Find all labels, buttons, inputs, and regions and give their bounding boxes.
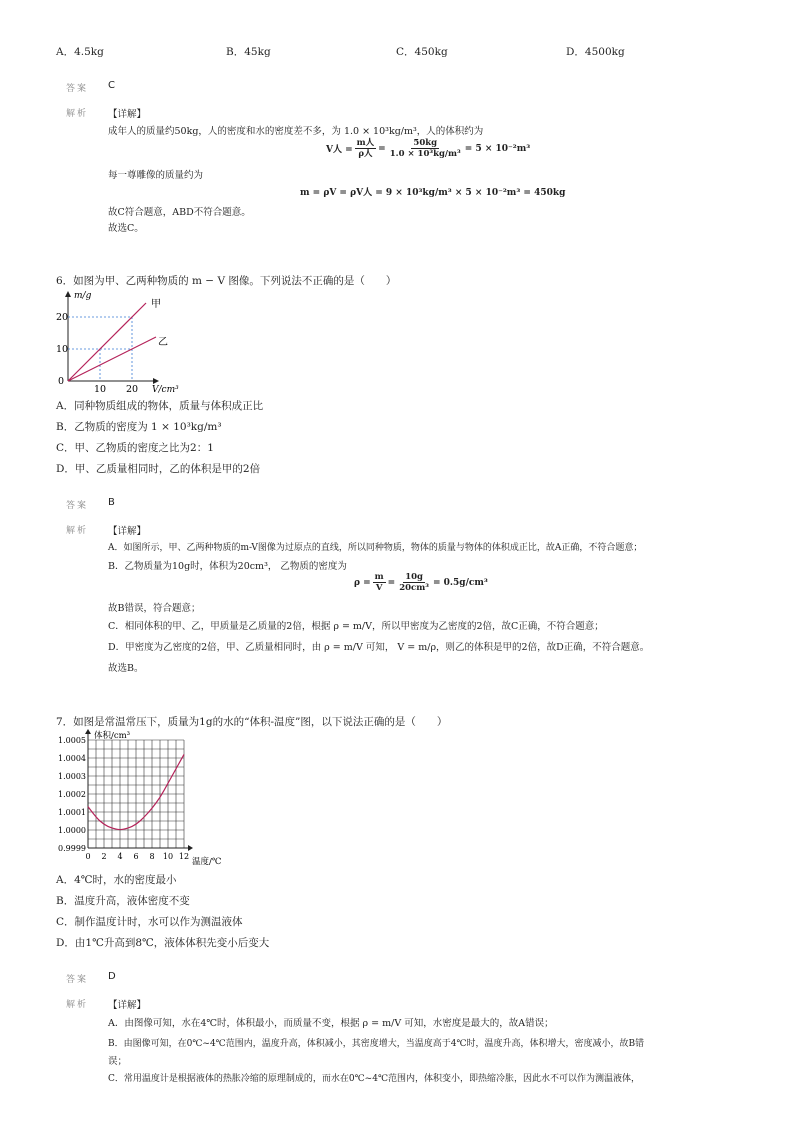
series-jia-label: 甲 xyxy=(151,299,161,310)
q7-option-c: C．制作温度计时，水可以作为测温液体 xyxy=(56,916,243,928)
q7-volume-temperature-chart xyxy=(50,728,250,870)
x-tick-label: 8 xyxy=(149,852,155,861)
y-tick-label: 1.0002 xyxy=(58,790,86,799)
q5-option-b: B．45kg xyxy=(226,46,271,58)
x-tick-label: 10 xyxy=(94,384,107,395)
series-yi-line xyxy=(68,337,156,381)
formula-fraction xyxy=(373,572,386,593)
chart-grid xyxy=(85,729,193,851)
x-tick-label: 0 xyxy=(85,852,91,861)
x-tick-label: 20 xyxy=(126,384,139,395)
q6-line-b2: 故B错误，符合题意； xyxy=(108,603,201,614)
q5-analysis-tag: 解析 xyxy=(66,109,89,119)
formula-rhs: = 0.5g/cm³ xyxy=(432,577,488,588)
fraction-den: V xyxy=(375,583,383,593)
q6-formula-b xyxy=(354,572,488,593)
formula-fraction xyxy=(397,572,431,593)
q6-option-a: A．同种物质组成的物体，质量与体积成正比 xyxy=(56,400,264,412)
x-tick-label: 6 xyxy=(133,852,139,861)
q5-option-d: D．4500kg xyxy=(566,46,625,58)
q6-mv-graph xyxy=(56,288,186,396)
formula-eq: = xyxy=(378,143,386,154)
formula-eq: = xyxy=(387,577,396,588)
x-tick-label: 4 xyxy=(117,852,123,861)
formula-fraction xyxy=(355,138,377,159)
q5-line1: 成年人的质量约50kg，人的密度和水的密度差不多，为 1.0 × 10³kg/m³，人的体积约为 xyxy=(108,126,484,137)
q6-analysis-tag: 解析 xyxy=(66,526,89,536)
chart-ticks xyxy=(58,736,189,861)
q6-answer: B xyxy=(108,497,115,508)
fraction-den: 20cm³ xyxy=(399,583,429,593)
x-axis-arrow xyxy=(188,845,193,851)
q6-stem: 6．如图为甲、乙两种物质的 m − V 图像。下列说法不正确的是（ ） xyxy=(56,275,397,287)
q5-formula1 xyxy=(326,138,530,159)
q5-option-c: C．450kg xyxy=(396,46,448,58)
fraction-num: m xyxy=(374,572,384,582)
fraction-num: 10g xyxy=(405,572,423,582)
q7-stem: 7．如图是常温常压下，质量为1g的水的“体积-温度”图，以下说法正确的是（ ） xyxy=(56,716,448,728)
y-tick-label: 1.0001 xyxy=(58,808,86,817)
x-axis-label: 温度/℃ xyxy=(192,857,222,867)
q7-answer-tag: 答案 xyxy=(66,975,89,985)
fraction-num: 50kg xyxy=(413,138,438,148)
q5-formula2: m = ρV = ρV人 = 9 × 10³kg/m³ × 5 × 10⁻²m³ = 450kg xyxy=(300,188,566,198)
series-jia-line xyxy=(68,303,146,381)
q7-line-c: C．常用温度计是根据液体的热胀冷缩的原理制成的，而水在0℃~4℃范围内，体积变小，即热缩冷胀，因此水不可以作为测温液体， xyxy=(108,1074,641,1084)
q5-line3: 故C符合题意，ABD不符合题意。 xyxy=(108,207,251,218)
formula-rhs: = 5 × 10⁻²m³ xyxy=(464,143,531,154)
q6-line-c: C．相同体积的甲、乙，甲质量是乙质量的2倍，根据 ρ = m/V，所以甲密度为乙密度的2倍，故C正确，不符合题意； xyxy=(108,621,604,632)
q7-option-d: D．由1℃升高到8℃，液体体积先变小后变大 xyxy=(56,937,270,949)
y-axis-arrow xyxy=(85,729,91,734)
y-tick-label: 1.0005 xyxy=(58,736,86,745)
y-tick-label: 10 xyxy=(56,344,69,355)
y-axis-label: 体积/cm³ xyxy=(94,731,131,741)
fraction-num: m人 xyxy=(356,138,375,148)
q5-option-a: A．4.5kg xyxy=(56,46,104,58)
q7-answer: D xyxy=(108,971,116,982)
fraction-den: ρ人 xyxy=(358,149,373,159)
x-tick-label: 12 xyxy=(178,852,190,861)
y-tick-label: 20 xyxy=(56,312,69,323)
q5-line4: 故选C。 xyxy=(108,223,144,234)
y-tick-label: 0.9999 xyxy=(58,844,86,853)
q7-line-b: B．由图像可知，在0℃~4℃范围内，温度升高，体积减小，其密度增大，当温度高于4℃时，温度升高，体积增大，密度减小，故B错 xyxy=(108,1039,645,1049)
q7-option-a: A．4℃时，水的密度最小 xyxy=(56,874,177,886)
q5-answer: C xyxy=(108,80,115,91)
formula-fraction xyxy=(388,138,463,159)
q7-analysis-tag: 解析 xyxy=(66,1000,89,1010)
q7-line-a: A．由图像可知，水在4℃时，体积最小，而质量不变，根据 ρ = m/V 可知，水密度是最大的，故A错误； xyxy=(108,1018,554,1029)
y-tick-label: 1.0004 xyxy=(58,754,86,763)
q6-answer-tag: 答案 xyxy=(66,501,89,511)
x-tick-label: 10 xyxy=(162,852,174,861)
y-tick-label: 1.0003 xyxy=(58,772,86,781)
q6-detail-heading: 【详解】 xyxy=(108,526,147,537)
q7-detail-heading: 【详解】 xyxy=(108,1000,147,1011)
q7-line-b2: 误； xyxy=(108,1056,128,1067)
q7-option-b: B．温度升高，液体密度不变 xyxy=(56,895,190,907)
series-yi-label: 乙 xyxy=(158,337,168,348)
q5-line2: 每一尊雕像的质量约为 xyxy=(108,170,204,181)
y-tick-label: 0 xyxy=(58,376,65,387)
q6-option-b: B．乙物质的密度为 1 × 10³kg/m³ xyxy=(56,421,222,433)
y-axis-label: m/g xyxy=(74,291,92,301)
x-tick-label: 2 xyxy=(101,852,107,861)
fraction-den: 1.0 × 10³kg/m³ xyxy=(389,149,461,159)
q5-detail-heading: 【详解】 xyxy=(108,109,147,120)
q6-line-d: D．甲密度为乙密度的2倍，甲、乙质量相同时，由 ρ = m/V 可知， V = m/ρ，则乙的体积是甲的2倍，故D正确，不符合题意。 xyxy=(108,642,650,653)
q6-option-d: D．甲、乙质量相同时，乙的体积是甲的2倍 xyxy=(56,463,261,475)
y-tick-label: 1.0000 xyxy=(58,826,86,835)
q5-answer-tag: 答案 xyxy=(66,84,89,94)
formula-lhs: ρ = xyxy=(354,577,371,588)
q6-line-b: B．乙物质量为10g时，体积为20cm³， 乙物质的密度为 xyxy=(108,561,347,572)
x-axis-label: V/cm³ xyxy=(152,385,179,395)
q6-line-a: A．如图所示，甲、乙两种物质的m-V图像为过原点的直线，所以同种物质，物体的质量与物体的体积成正比，故A正确，不符合题意； xyxy=(108,543,643,553)
q6-option-c: C．甲、乙物质的密度之比为2：1 xyxy=(56,442,214,454)
formula-lhs: V人 = xyxy=(326,145,353,155)
q6-line-end: 故选B。 xyxy=(108,663,144,674)
